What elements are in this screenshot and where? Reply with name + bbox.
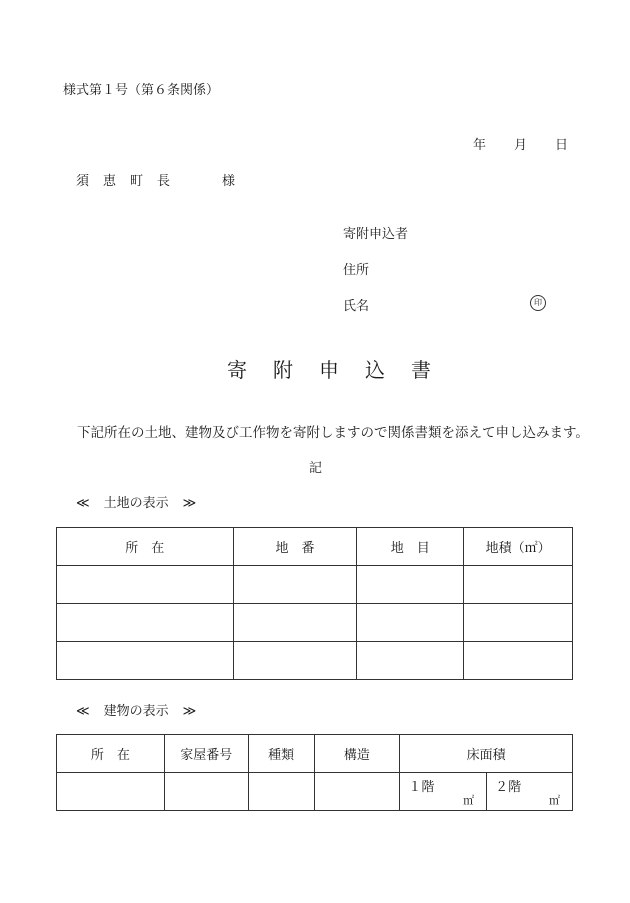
building-header-house-number: 家屋番号 — [164, 735, 248, 773]
building-header-structure: 構造 — [314, 735, 400, 773]
building-cell[interactable] — [164, 773, 248, 811]
land-cell[interactable] — [233, 604, 357, 642]
date-month-label: 月 — [514, 138, 528, 153]
building-header-floor-area: 床面積 — [400, 735, 573, 773]
name-label: 氏名 — [343, 299, 370, 314]
address-label: 住所 — [343, 263, 370, 278]
floor-1-area-cell[interactable] — [400, 773, 487, 811]
floor-2-unit: ㎡ — [549, 794, 560, 807]
building-table — [56, 734, 573, 811]
land-cell[interactable] — [357, 642, 464, 680]
land-cell[interactable] — [464, 604, 573, 642]
land-cell[interactable] — [57, 566, 234, 604]
building-cell[interactable] — [314, 773, 400, 811]
land-header-location: 所 在 — [57, 528, 234, 566]
form-number: 様式第１号（第６条関係） — [63, 83, 220, 98]
land-header-area: 地積（㎡） — [464, 528, 573, 566]
building-section-close: ≫ — [182, 704, 197, 719]
building-header-location: 所 在 — [57, 735, 165, 773]
building-cell[interactable] — [248, 773, 314, 811]
building-section-heading — [76, 700, 196, 719]
land-cell[interactable] — [357, 566, 464, 604]
building-header-type: 種類 — [248, 735, 314, 773]
floor-2-label: ２階 — [495, 780, 522, 795]
floor-1-label: １階 — [408, 780, 435, 795]
building-table-header-row — [57, 735, 573, 773]
seal-mark: 印 — [530, 295, 546, 311]
body-text: 下記所在の土地、建物及び工作物を寄附しますので関係書類を添えて申し込みます。 — [77, 425, 589, 441]
building-section-open: ≪ — [76, 704, 90, 719]
addressee: 須恵町長 — [76, 174, 185, 189]
land-section-open: ≪ — [76, 496, 90, 511]
land-cell[interactable] — [57, 642, 234, 680]
land-section-title: 土地の表示 — [103, 496, 169, 511]
land-header-land-category: 地 目 — [357, 528, 464, 566]
document-title: 寄附申込書 — [227, 358, 457, 382]
date-day-label: 日 — [555, 138, 569, 153]
table-row — [57, 773, 573, 811]
ki-label: 記 — [309, 461, 323, 476]
land-section-close: ≫ — [182, 496, 197, 511]
applicant-label: 寄附申込者 — [343, 227, 409, 242]
date-year-label: 年 — [473, 138, 487, 153]
table-row — [57, 642, 573, 680]
land-header-lot-number: 地 番 — [233, 528, 357, 566]
land-cell[interactable] — [233, 566, 357, 604]
table-row — [57, 566, 573, 604]
land-cell[interactable] — [464, 566, 573, 604]
land-section-heading — [76, 492, 196, 511]
building-cell[interactable] — [57, 773, 165, 811]
land-table — [56, 527, 573, 680]
land-cell[interactable] — [57, 604, 234, 642]
floor-1-unit: ㎡ — [463, 794, 475, 807]
building-section-title: 建物の表示 — [103, 704, 169, 719]
honorific: 様 — [222, 174, 236, 189]
floor-2-area-cell[interactable] — [487, 773, 573, 811]
table-row — [57, 604, 573, 642]
land-cell[interactable] — [357, 604, 464, 642]
land-cell[interactable] — [464, 642, 573, 680]
land-table-header-row — [57, 528, 573, 566]
land-cell[interactable] — [233, 642, 357, 680]
